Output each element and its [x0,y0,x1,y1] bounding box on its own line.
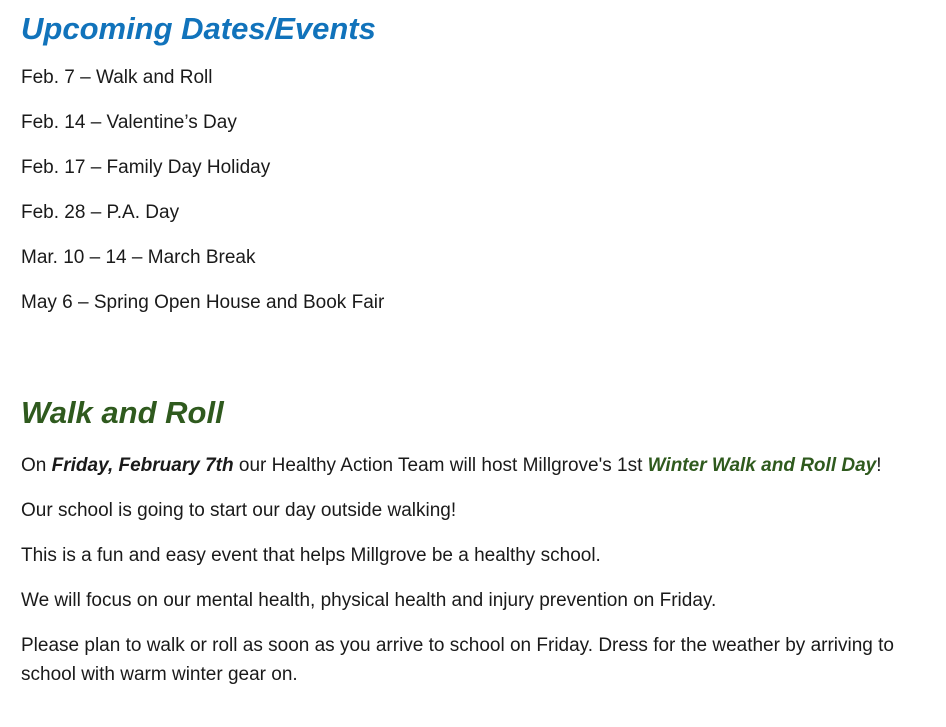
event-item: Mar. 10 – 14 – March Break [21,247,256,268]
event-list [21,63,924,317]
event-item: Feb. 14 – Valentine’s Day [21,112,237,133]
upcoming-events-heading: Upcoming Dates/Events [21,11,376,46]
event-date-emphasis: Friday, February 7th [51,455,234,476]
event-name-emphasis: Winter Walk and Roll Day [647,455,877,476]
walk-intro-paragraph [21,451,924,480]
event-item: Feb. 7 – Walk and Roll [21,67,213,88]
walk-and-roll-body [21,451,924,689]
walk-paragraph: This is a fun and easy event that helps Millgrove be a healthy school. [21,545,601,566]
intro-suffix: ! [876,455,882,476]
intro-prefix: On [21,455,52,476]
walk-and-roll-section [21,397,924,689]
upcoming-events-section [21,0,924,317]
event-item: May 6 – Spring Open House and Book Fair [21,292,385,313]
event-item: Feb. 17 – Family Day Holiday [21,157,271,178]
intro-middle: our Healthy Action Team will host Millgrove's 1st [233,455,648,476]
walk-paragraph: We will focus on our mental health, physical health and injury prevention on Friday. [21,590,717,611]
section-spacer [21,333,924,397]
event-item: Feb. 28 – P.A. Day [21,202,180,223]
walk-and-roll-heading: Walk and Roll [21,395,224,430]
walk-paragraph: Our school is going to start our day outside walking! [21,500,457,521]
walk-paragraph: Please plan to walk or roll as soon as you arrive to school on Friday. Dress for the weather by arriving to school with warm winter gear on. [21,635,894,685]
